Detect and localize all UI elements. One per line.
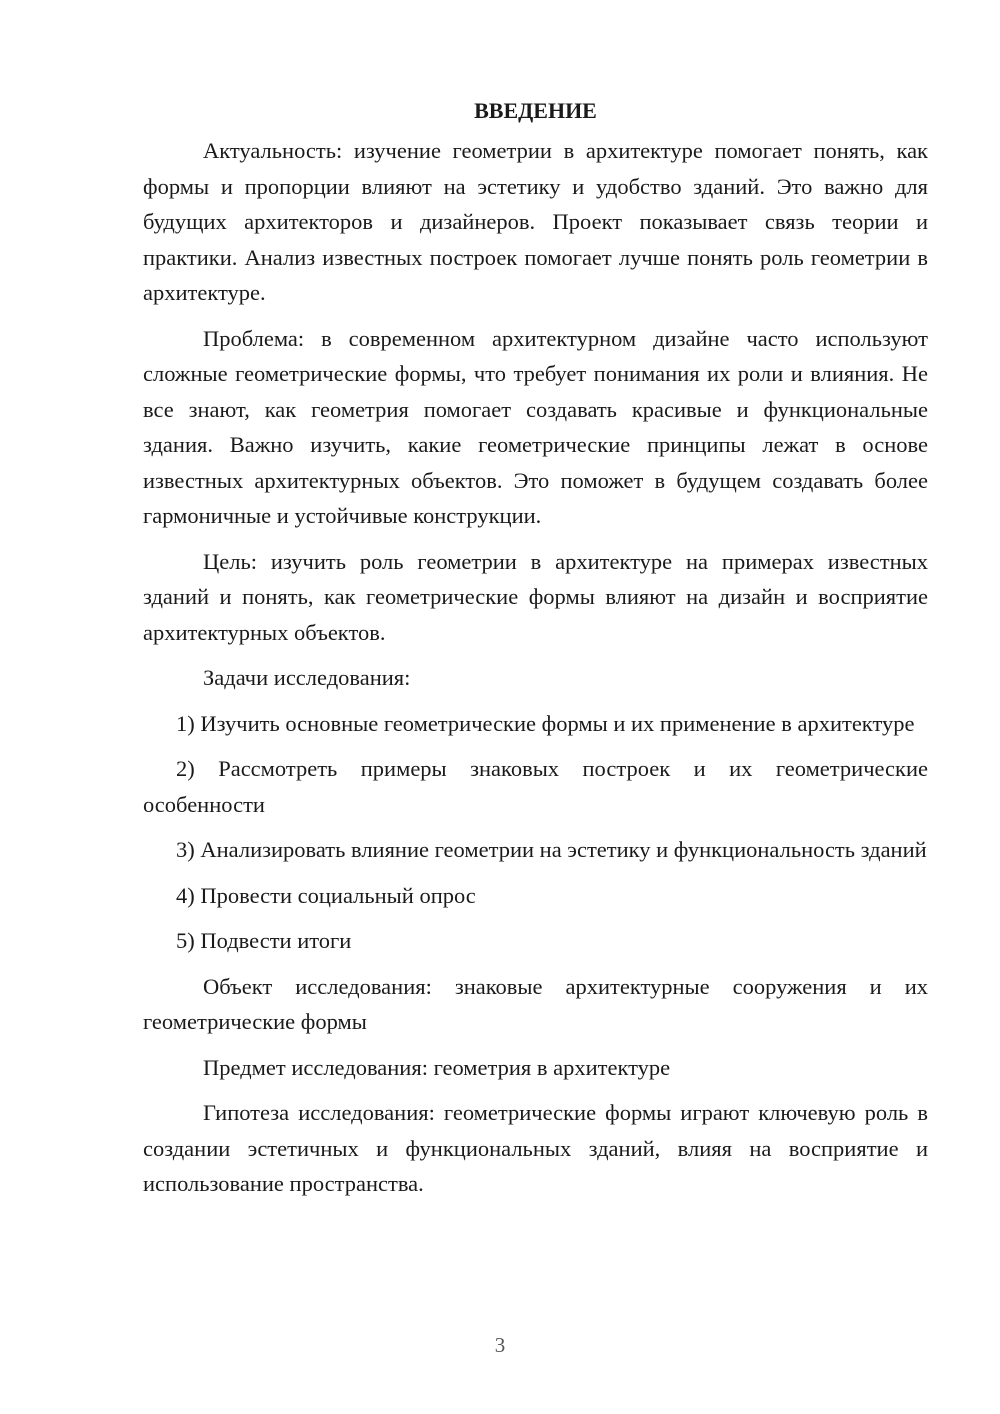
task-item-3: 3) Анализировать влияние геометрии на эстетику и функциональность зданий [176,837,927,862]
task-item-5: 5) Подвести итоги [176,928,352,953]
tasks-title: Задачи исследования: [203,665,411,690]
goal-paragraph: Цель: изучить роль геометрии в архитектуре на примерах известных зданий и понять, как геометрические формы влияют на дизайн и восприятие архитектурных объектов. [143,548,928,645]
subject-paragraph: Предмет исследования: геометрия в архитектуре [203,1054,671,1080]
relevance-paragraph: Актуальность: изучение геометрии в архитектуре помогает понять, как формы и пропорции влияют на эстетику и удобство зданий. Это важно для будущих архитекторов и дизайнеров. Проект показывает связь теории и практики. Анализ известных построек помогает лучше понять роль геометрии в архитектуре. [143,138,928,305]
task-item-4: 4) Провести социальный опрос [176,882,476,908]
hypothesis-paragraph: Гипотеза исследования: геометрические формы играют ключевую роль в создании эстетичных и функциональных зданий, влияя на восприятие и использование пространства. [143,1100,928,1196]
problem-paragraph: Проблема: в современном архитектурном дизайне часто используют сложные геометрические формы, что требует понимания их роли и влияния. Не все знают, как геометрия помогает создавать красивые и функциональные здания. Важно изучить, какие геометрические принципы лежат в основе известных архитектурных объектов. Это поможет в будущем создавать более гармоничные и устойчивые конструкции. [143,325,928,528]
page-title: ВВЕДЕНИЕ [474,98,597,123]
task-item-2: 2) Рассмотреть примеры знаковых построек и их геометрические особенности [143,756,928,817]
task-item-1: 1) Изучить основные геометрические формы и их применение в архитектуре [176,710,915,736]
page-content [143,95,928,1202]
object-paragraph: Объект исследования: знаковые архитектурные сооружения и их геометрические формы [143,973,928,1034]
page-number: 3 [494,1333,506,1357]
